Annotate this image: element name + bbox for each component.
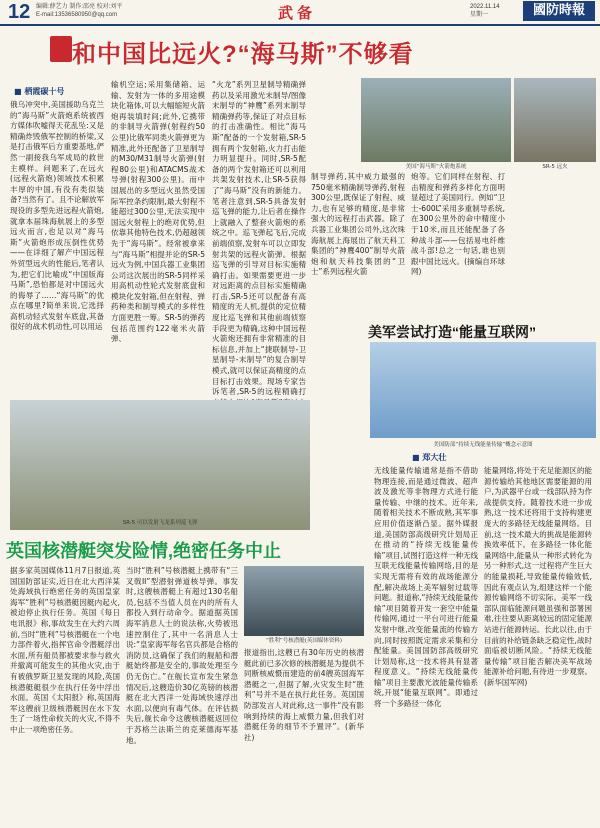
- issue-date: [470, 3, 500, 19]
- article2-col2: 当时“胜利”号核潜艇上携带有“三叉戟II”型潜射弹道核导弹。事发时,这艘核潜艇上有超过130名船员,包括不当值人员在内的所有人都投入到行动命令。据道据英国海军消息人士的说法称,火势被迅速控制住了,其中一名消息人士说:“皇家海军每名官兵都是合格的消防员,这确保了我们的舰船和潜艇始终都是安全的,事故处理至今仍无伤亡。”在舰长宣布发生紧急情况后,这艘造价30亿英镑的核潜艇在北大西洋一处海域快速浮出水面,以便向有毒气体。在评估损失后,舰长命令这艘核潜艇返回位于苏格兰法斯兰的克莱德海军基地。: [126, 566, 238, 745]
- article2-col1: 据多家英国媒体11月7日报道,英国国防部证实,近日在北大西洋某处海域执行绝密任务的英国皇家海军“胜利”号核潜艇因艇内起火,被迫停止执行任务。英国《每日电讯报》称,事故发生在大约六周前,当时“胜利”号核潜艇在一个电力部件着火,指挥官命令潜艇浮出水面,所有船员都被要求参与救火并撤离可能发生的其他火灾,由于有被俄罗斯卫星发现的风险,英国核潜艇艇很少在执行任务中浮出水面。英国《太阳报》称,英国海军这艘前卫级核潜艇因在水下发生了一场性命攸关的火灾,不得不中止一项绝密任务。: [10, 566, 120, 734]
- submarine-caption: “胜利”号核潜艇(英国媒体资料): [266, 638, 342, 644]
- article1-col4: 制导弹药,其中威力最强的750毫米精确制导弹药,射程300公里,既保证了射程、威力,也有足够的精度,是非常强大的远程打击武器。除了兵器工业集团公司外,这次珠海航展上海展出了航天科工集团的“神鹰400”制导火箭炮和航天科技集团的“卫士”系列远程火箭: [311, 172, 405, 277]
- energy-network-photo: [370, 342, 596, 438]
- date-line: 2022.11.14: [470, 4, 500, 10]
- headline-badge-icon: [50, 36, 72, 62]
- sr5-caption: SR-5 远火: [542, 164, 568, 170]
- article1-col3: “火龙”系列卫星制导精确弹药以及采用激光末制导/图像末制导的“神鹰”系列末制导精确弹药等,保证了对点目标的打击准确性。相比“海马斯”配备的一个发射箱,SR-5拥有两个发射箱,火力打击能力明显提升。同时,SR-5配备的两个发射箱还可以利用共架发射技术,让SR-5获得了“海马斯”没有的新能力。笔者注意到,SR-5具备发射巡飞弹的能力,让后者在操作上就融入了整套火箭炮的系统之中。巡飞弹起飞后,完成前端侦察,发射车可以立即发射共架的远程火箭弹。根据巡飞弹的引导对目标实施精确打击。如果需要更进一步对远距离的点目标实施精确打击,SR-5还可以配备有高精度的无人机,提供的定位精度比巡飞弹和其他前端侦察手段更为精确,这种中国远程火箭炮还拥有非常精准的目标信息,并加上“捷联制导-卫星制导-末制导”的复合制导模式,就可以保证高精度的点目标打击效果。现场专家告诉笔者,SR-5的远程精确打: [212, 80, 306, 397]
- weekday-line: 星期一: [470, 12, 489, 18]
- article1-col5: 炮等。它们同样在射程、打击精度和弹药多样化方面明显超过了美国同行。例如“卫士-600L”采用多重制导系统,在300公里外的命中精度小于10米,而且还能配备了各种战斗部——包括易电纤维战斗部!总之一句话,谁也别跟中国比远火。(摘编自环球网): [411, 172, 505, 277]
- sr5-launch-caption: SR-5 可以发射飞龙系列巡飞弹: [122, 520, 198, 526]
- article1-col1: 俄乌冲突中,美国援助乌克兰的“海马斯”火箭炮系统被西方媒体吹嘘得天花乱坠:又是精确炸毁俄军控制的桥梁,又是打击俄军后方重要基地,俨然一副接我乌军成局的救世主模样。问题来了,在远火(远程火箭炮)领域技术积累丰厚的中国,有没有类似装备?当然有了。且不论解放军现役的多型先进远程火箭炮,就拿本届珠海航展上的多型远火而言,也足以对“海马斯”火箭炮形成压倒性优势——在详细了解产中国远程外贸型远火的性能后,笔者认为,把它们比喻成“中国版海马斯”,恐怕都是对中国远火的侮辱了……“海马斯”的优点在哪里?简单来说,它选择高机动轻式发射车底盘,其备很好的战术机动性,可以用运: [10, 100, 104, 332]
- editor-line: 编辑:薛艺力 制作:邵亮 校对:刘平: [36, 4, 123, 10]
- himars-caption: 美国“海马斯”火箭炮系统: [405, 164, 467, 170]
- article1-headline: 和中国比远火?“海马斯”不够看: [72, 41, 414, 68]
- article2-headline: 英国核潜艇突发险情,绝密任务中止: [6, 541, 281, 561]
- himars-photo: [361, 78, 511, 162]
- email-line: E-mail:13536580950@qq.com: [36, 12, 118, 18]
- article1-author: ■ 栖霞碳十号: [14, 86, 64, 97]
- submarine-photo: [244, 566, 364, 636]
- sr5-launch-photo: [10, 400, 310, 530]
- editor-info: [36, 3, 122, 19]
- article3-headline: 美军尝试打造“能量互联网”: [368, 324, 536, 340]
- sr5-photo: [514, 78, 596, 162]
- article3-col1: 无线能量传输通常是指不借助物理连接,而是通过微波、超声波及激光等非物理方式进行能量传输、中继的技术。近年来,随着相关技术不断成熟,其军事应用价值逐渐凸显。据外媒报道,美国防部高级研究计划局正在推动的“持续无线能量传输”项目,试图打造这样一种无线互联无线能量传输网络,目的是实现无需将有效的战场能源分配,解决战场上美军辐射过载等问题。报道称,“持续无线能量传输”项目随着开发一套空中能量传输网,通过一平台可进行能量发射中继,改变能量流的传输方向,同时按照既定需求采集和分配能量。美国国防部高级研究计划局称,这一技术将具有显著程度意义。“持续无线能量传输”项目主要激光波能量传输系统,开展“能量互联网”。即通过将一个多路径一体化: [374, 466, 478, 709]
- page-number: 12: [8, 1, 31, 23]
- article1-col2: 输机空运;采用集储箱、运输、发射为一体的多用途模块化箱体,可以大幅缩短火箭炮再装填时间;此外,它携带的非制导火箭弹(射程约50公里)比俄军同类火箭弹更为精准,此外还配备了卫星制导的M30/M31制导火箭弹(射程80公里)和ATACMS战术导弹(射程300公里)。而中国展出的多型远火虽然受国际军控条约限制,最大射程不能超过300公里,无法实现中国远火射程上的绝对优势,但依靠其他特色技术,仍超越领先于“海马斯”。经常被拿来与“海马斯”相提并论的SR-5远火为例,中国兵器工业集团公司这次展出的SR-5同样采用高机动性轮式发射底盘和模块化发射箱,但在射程、弹药种类和制导模式的多样性方面更胜一筹。SR-5的弹药包括范围约122毫米火箭弹、: [111, 80, 205, 344]
- article3-author: ■ 郑大壮: [412, 452, 446, 463]
- article3-col2: 能量网络,将处于充足能源区的能源传输给其他地区需要能源的用户,为武器平台或一线部队持为作战提供支持。随着技术进一步成熟,这一技术还将用于支持构建更庞大的多路径无线能量网络。目前,这一技术最大的挑战是能源转换效率低下。在多路径一体化能量网络中,能量从一种形式转化为另一种形式,这一过程将产生巨大的能量损耗,导致能量传输效低,因此有观点认为,组建这样一个能源传输网络不切实际。美军一线部队面临能源问题虽强和部署困难,往往要从距离较远的固定能源站进行能源转运。长此以往,由于目前的补给链条缺乏稳定性,战时面临被切断风险。“持续无线能量传输”项目能否解决美军战场能源补给问题,有待进一步观察。(新华国军网): [484, 466, 592, 687]
- newspaper-logo: 國防時報: [523, 1, 595, 21]
- section-title: 武备: [278, 4, 317, 22]
- article2-col3: 报道指出,这艘已有30年历史的核潜艇此前已多次修的核潜艇是为提供不同断核威慑而建造的前4艘英国海军潜艇之一,但据了解,火灾发生时“胜利”号并不是在执行此任务。英国国防部发言人对此称,这一事件“没有影响到持续的海上威慑力量,但我们对潜艇任务的细节不予置评”。(新华社): [244, 648, 364, 742]
- energy-network-caption: 美国防部“持续无线能量传输”概念示意图: [433, 442, 533, 448]
